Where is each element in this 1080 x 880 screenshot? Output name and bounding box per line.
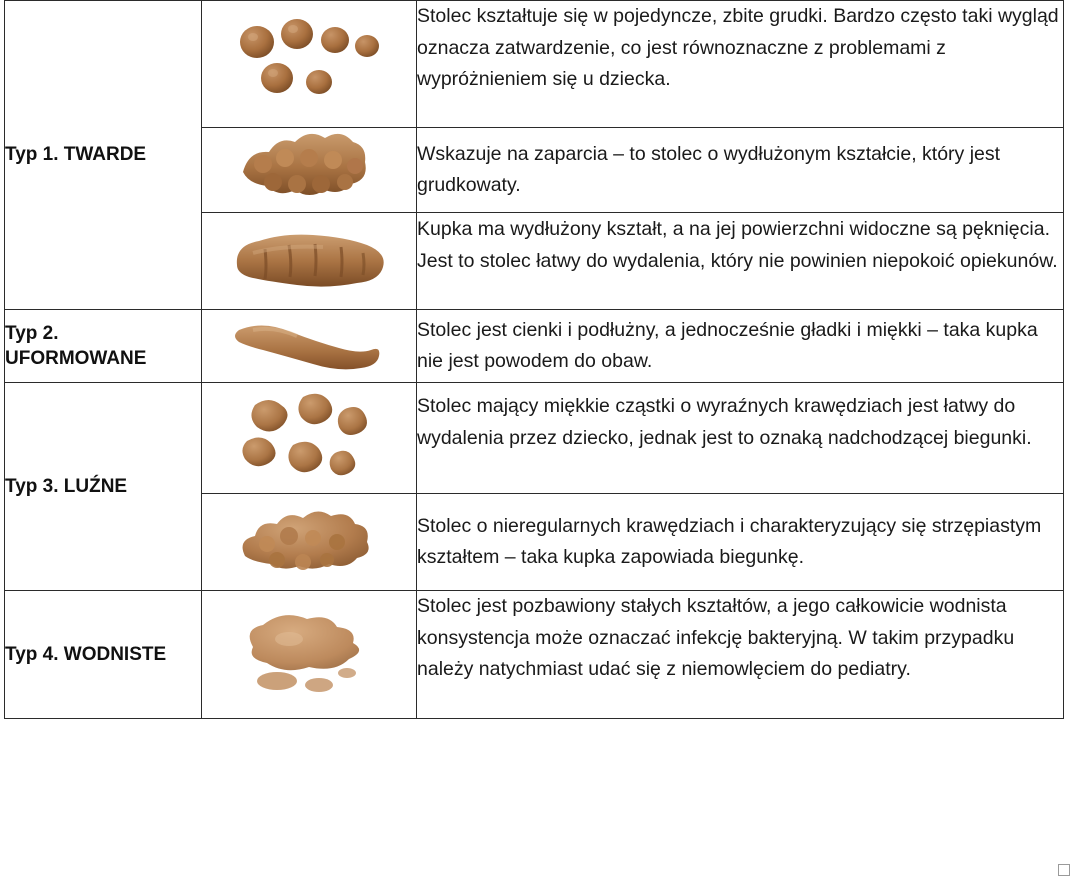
type-label: Typ 2. UFORMOWANE [5, 322, 147, 370]
table-row [5, 310, 1064, 383]
illustration-cell-4 [202, 310, 417, 383]
description-text: Stolec kształtuje się w pojedyncze, zbite grudki. Bardzo często taki wygląd oznacza zatwardzenie, co jest równoznaczne z problemami z wypróżnieniem się u dziecka. [417, 5, 1059, 91]
description-cell-2 [417, 128, 1064, 213]
smooth-soft-sausage-illustration [219, 310, 399, 382]
type-label: Typ 1. TWARDE [5, 144, 147, 166]
illustration-cell-7 [202, 591, 417, 718]
description-text: Stolec o nieregularnych krawędziach i charakteryzujący się strzępiastym kształtem – taka kupka zapowiada biegunkę. [417, 514, 1042, 569]
stool-type-table [4, 0, 1064, 719]
hard-lumps-illustration [219, 4, 399, 124]
type-label: Typ 3. LUŹNE [5, 475, 128, 497]
description-cell-4 [417, 310, 1064, 383]
lumpy-sausage-illustration [219, 128, 399, 212]
illustration-cell-2 [202, 128, 417, 213]
description-text: Wskazuje na zaparcia – to stolec o wydłużonym kształcie, który jest grudkowaty. [417, 142, 1001, 197]
soft-blobs-illustration [219, 383, 399, 493]
description-text: Stolec jest cienki i podłużny, a jednocześnie gładki i miękki – taka kupka nie jest powodem do obaw. [417, 318, 1038, 373]
description-cell-1 [417, 1, 1064, 128]
illustration-cell-3 [202, 213, 417, 310]
description-text: Stolec mający miękkie cząstki o wyraźnych krawędziach jest łatwy do wydalenia przez dziecko, jednak jest to oznaką nadchodzącej biegunki. [417, 394, 1032, 449]
description-text: Stolec jest pozbawiony stałych kształtów, a jego całkowicie wodnista konsystencja może oznaczać infekcję bakteryjną. W takim przypadku należy natychmiast udać się z niemowlęciem do pediatry. [417, 595, 1015, 681]
description-cell-7 [417, 591, 1064, 718]
table-row [5, 383, 1064, 494]
table-row [5, 591, 1064, 718]
type-label-cell-2 [5, 310, 202, 383]
illustration-cell-6 [202, 494, 417, 591]
watery-illustration [219, 599, 399, 709]
illustration-cell-5 [202, 383, 417, 494]
type-label-cell-3 [5, 383, 202, 591]
illustration-cell-1 [202, 1, 417, 128]
table-row [5, 1, 1064, 128]
type-label: Typ 4. WODNISTE [5, 643, 167, 665]
description-cell-5 [417, 383, 1064, 494]
ragged-mushy-illustration [219, 494, 399, 590]
type-label-cell-4 [5, 591, 202, 718]
description-text: Kupka ma wydłużony kształt, a na jej powierzchni widoczne są pęknięcia. Jest to stolec łatwy do wydalenia, który nie powinien niepokoić opiekunów. [417, 217, 1058, 272]
cracked-sausage-illustration [219, 213, 399, 309]
type-label-cell-1 [5, 1, 202, 310]
description-cell-6 [417, 494, 1064, 591]
page-corner-mark [1058, 864, 1070, 876]
description-cell-3 [417, 213, 1064, 310]
